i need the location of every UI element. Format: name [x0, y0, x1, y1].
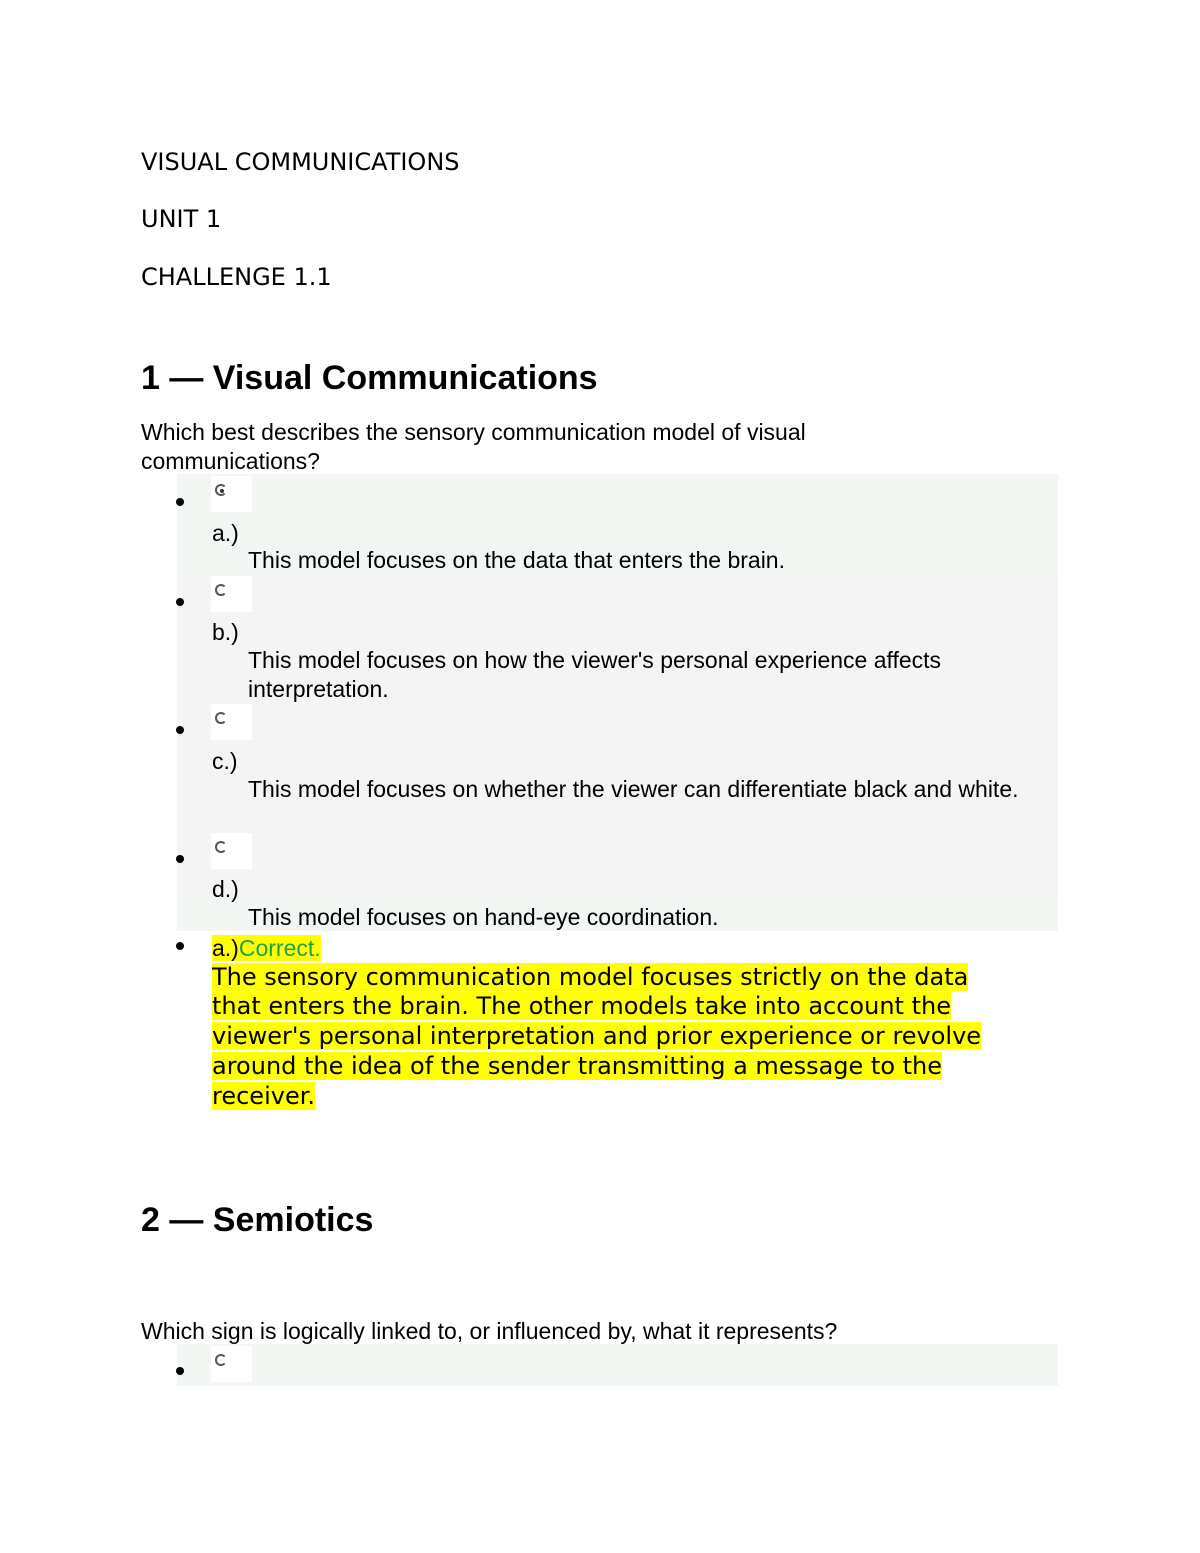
option-d-letter: d.): [212, 876, 239, 902]
list-bullet: [176, 726, 184, 734]
unit-label: UNIT 1: [141, 205, 222, 233]
feedback-header: [212, 934, 321, 962]
challenge-label: CHALLENGE 1.1: [141, 263, 332, 291]
question-2-title: 2 — Semiotics: [141, 1201, 374, 1239]
feedback-line-3: viewer's personal interpretation and prior experience or revolve: [212, 1022, 982, 1050]
option-b-letter: b.): [212, 619, 239, 645]
list-bullet: [176, 855, 184, 863]
feedback-line-1: The sensory communication model focuses strictly on the data: [212, 963, 969, 991]
q2-radio-option[interactable]: [215, 1354, 227, 1366]
radio-option-c[interactable]: [215, 712, 227, 724]
question-2-text: Which sign is logically linked to, or influenced by, what it represents?: [141, 1318, 838, 1344]
feedback-line-5: receiver.: [212, 1082, 315, 1110]
feedback-answer-letter: a.): [212, 935, 239, 961]
option-c-text: This model focuses on whether the viewer can differentiate black and white.: [248, 776, 1019, 802]
course-title: VISUAL COMMUNICATIONS: [141, 148, 460, 176]
list-bullet: [176, 598, 184, 606]
option-a-text: This model focuses on the data that enters the brain.: [248, 547, 785, 573]
option-d-text: This model focuses on hand-eye coordination.: [248, 904, 719, 930]
feedback-line-2: that enters the brain. The other models take into account the: [212, 992, 951, 1020]
question-1-text: Which best describes the sensory communication model of visual communications?: [141, 419, 806, 474]
q2-option-row[interactable]: [177, 1344, 1058, 1386]
radio-option-d[interactable]: [215, 841, 227, 853]
radio-option-a[interactable]: [215, 484, 227, 496]
option-b-text: This model focuses on how the viewer's personal experience affects interpretation.: [248, 647, 942, 702]
options-bcd-area: [177, 578, 1058, 894]
list-bullet: [176, 942, 184, 950]
feedback-line-4: around the idea of the sender transmitting a message to the: [212, 1052, 943, 1080]
list-bullet: [176, 498, 184, 506]
list-bullet: [176, 1367, 184, 1375]
feedback-status: Correct.: [238, 935, 321, 961]
question-1-title: 1 — Visual Communications: [141, 359, 598, 397]
option-a-letter: a.): [212, 520, 239, 546]
radio-option-b[interactable]: [215, 584, 227, 596]
option-c-letter: c.): [212, 748, 238, 774]
